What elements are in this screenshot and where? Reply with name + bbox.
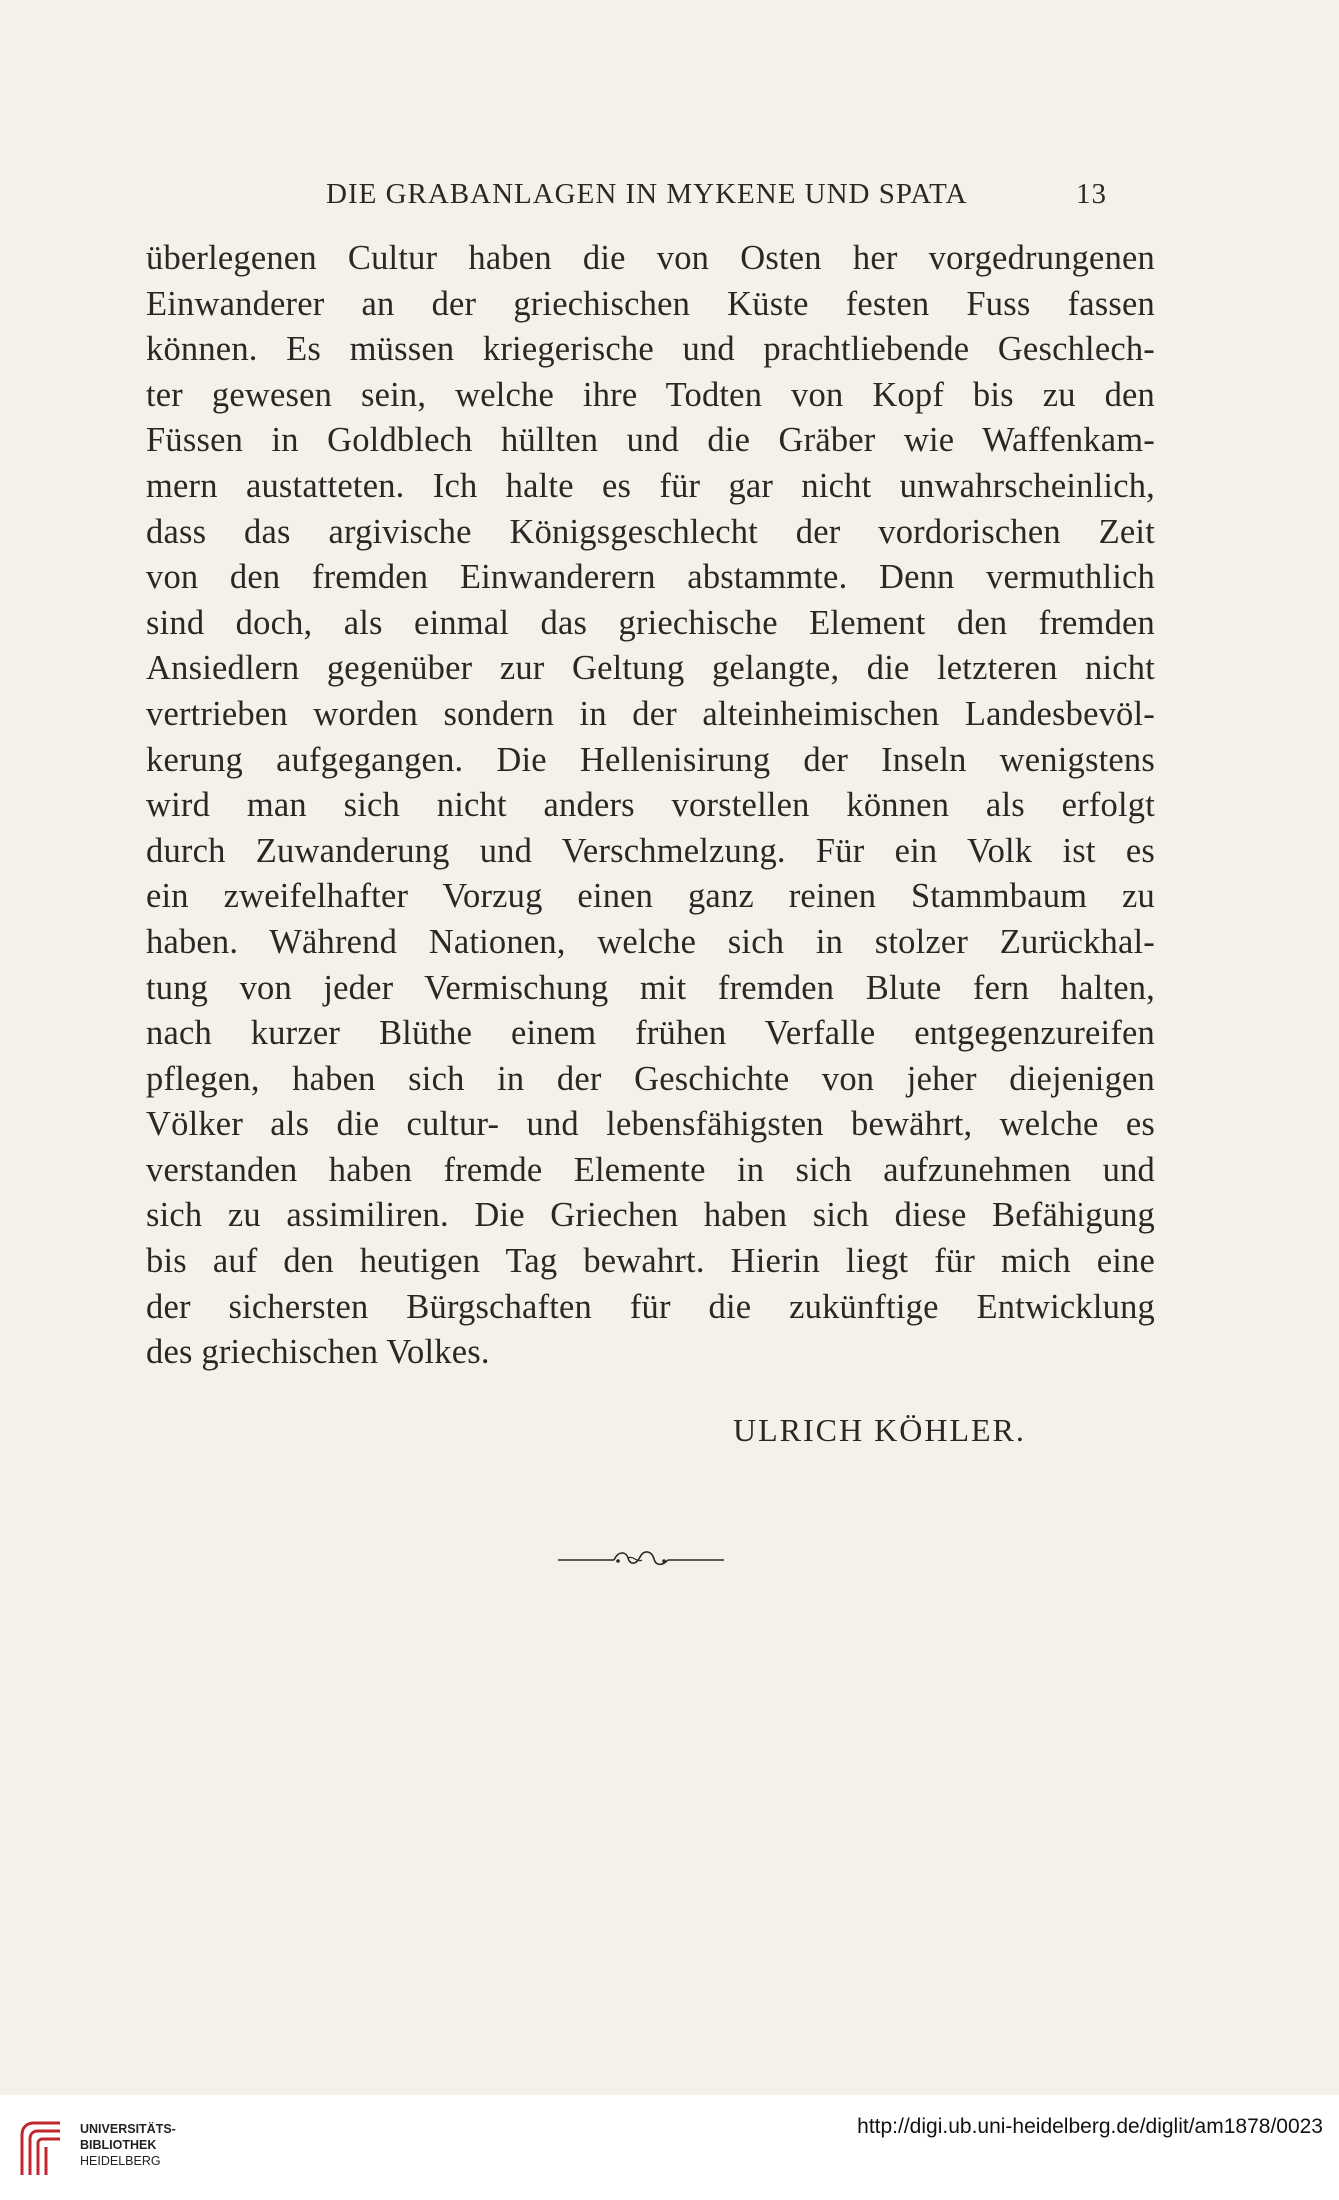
text-line: sich zu assimiliren. Die Griechen haben sich diese Befähigung <box>146 1196 1155 1235</box>
ornament-divider-icon <box>556 1545 726 1573</box>
text-line: von den fremden Einwanderern abstammte. Denn vermuthlich <box>146 558 1155 597</box>
body-text <box>146 236 1155 1376</box>
text-line: bis auf den heutigen Tag bewahrt. Hierin liegt für mich eine <box>146 1242 1155 1281</box>
text-line: der sichersten Bürgschaften für die zukünftige Entwicklung <box>146 1287 1155 1326</box>
text-line: pflegen, haben sich in der Geschichte von jeher diejenigen <box>146 1059 1155 1098</box>
text-line: tung von jeder Vermischung mit fremden Blute fern halten, <box>146 968 1155 1007</box>
library-name <box>80 2121 176 2169</box>
text-line: Füssen in Goldblech hüllten und die Gräber wie Waffenkam- <box>146 421 1155 460</box>
text-line: können. Es müssen kriegerische und prachtliebende Geschlech- <box>146 330 1155 369</box>
text-line: Ansiedlern gegenüber zur Geltung gelangte, die letzteren nicht <box>146 649 1155 688</box>
text-line: haben. Während Nationen, welche sich in stolzer Zurückhal- <box>146 922 1155 961</box>
text-line: vertrieben worden sondern in der alteinheimischen Landesbevöl- <box>146 694 1155 733</box>
text-line: ein zweifelhafter Vorzug einen ganz reinen Stammbaum zu <box>146 877 1155 916</box>
text-line: ter gewesen sein, welche ihre Todten von Kopf bis zu den <box>146 375 1155 414</box>
page-number: 13 <box>1076 178 1107 210</box>
library-name-line: BIBLIOTHEK <box>80 2138 157 2152</box>
text-line: wird man sich nicht anders vorstellen können als erfolgt <box>146 786 1155 825</box>
text-line: sind doch, als einmal das griechische Element den fremden <box>146 603 1155 642</box>
text-line: verstanden haben fremde Elemente in sich aufzunehmen und <box>146 1150 1155 1189</box>
running-head <box>0 174 1339 214</box>
text-line: mern austatteten. Ich halte es für gar nicht unwahrscheinlich, <box>146 466 1155 505</box>
library-name-line: HEIDELBERG <box>80 2154 161 2168</box>
text-line: durch Zuwanderung und Verschmelzung. Für ein Volk ist es <box>146 831 1155 870</box>
text-line: Völker als die cultur- und lebensfähigsten bewährt, welche es <box>146 1105 1155 1144</box>
digitization-footer <box>0 2095 1339 2200</box>
permalink-url[interactable]: http://digi.ub.uni-heidelberg.de/diglit/am1878/0023 <box>857 2115 1323 2138</box>
text-line: Einwanderer an der griechischen Küste festen Fuss fassen <box>146 284 1155 323</box>
library-name-line: UNIVERSITÄTS- <box>80 2122 176 2136</box>
text-line: kerung aufgegangen. Die Hellenisirung der Inseln wenigstens <box>146 740 1155 779</box>
author-signature: ULRICH KÖHLER. <box>733 1412 1026 1448</box>
text-line: des griechischen Volkes. <box>146 1333 490 1372</box>
running-title: DIE GRABANLAGEN IN MYKENE UND SPATA <box>326 178 968 210</box>
text-line: nach kurzer Blüthe einem frühen Verfalle entgegenzureifen <box>146 1014 1155 1053</box>
text-line: dass das argivische Königsgeschlecht der vordorischen Zeit <box>146 512 1155 551</box>
library-logo-icon <box>16 2117 72 2181</box>
text-line: überlegenen Cultur haben die von Osten her vorgedrungenen <box>146 239 1155 277</box>
